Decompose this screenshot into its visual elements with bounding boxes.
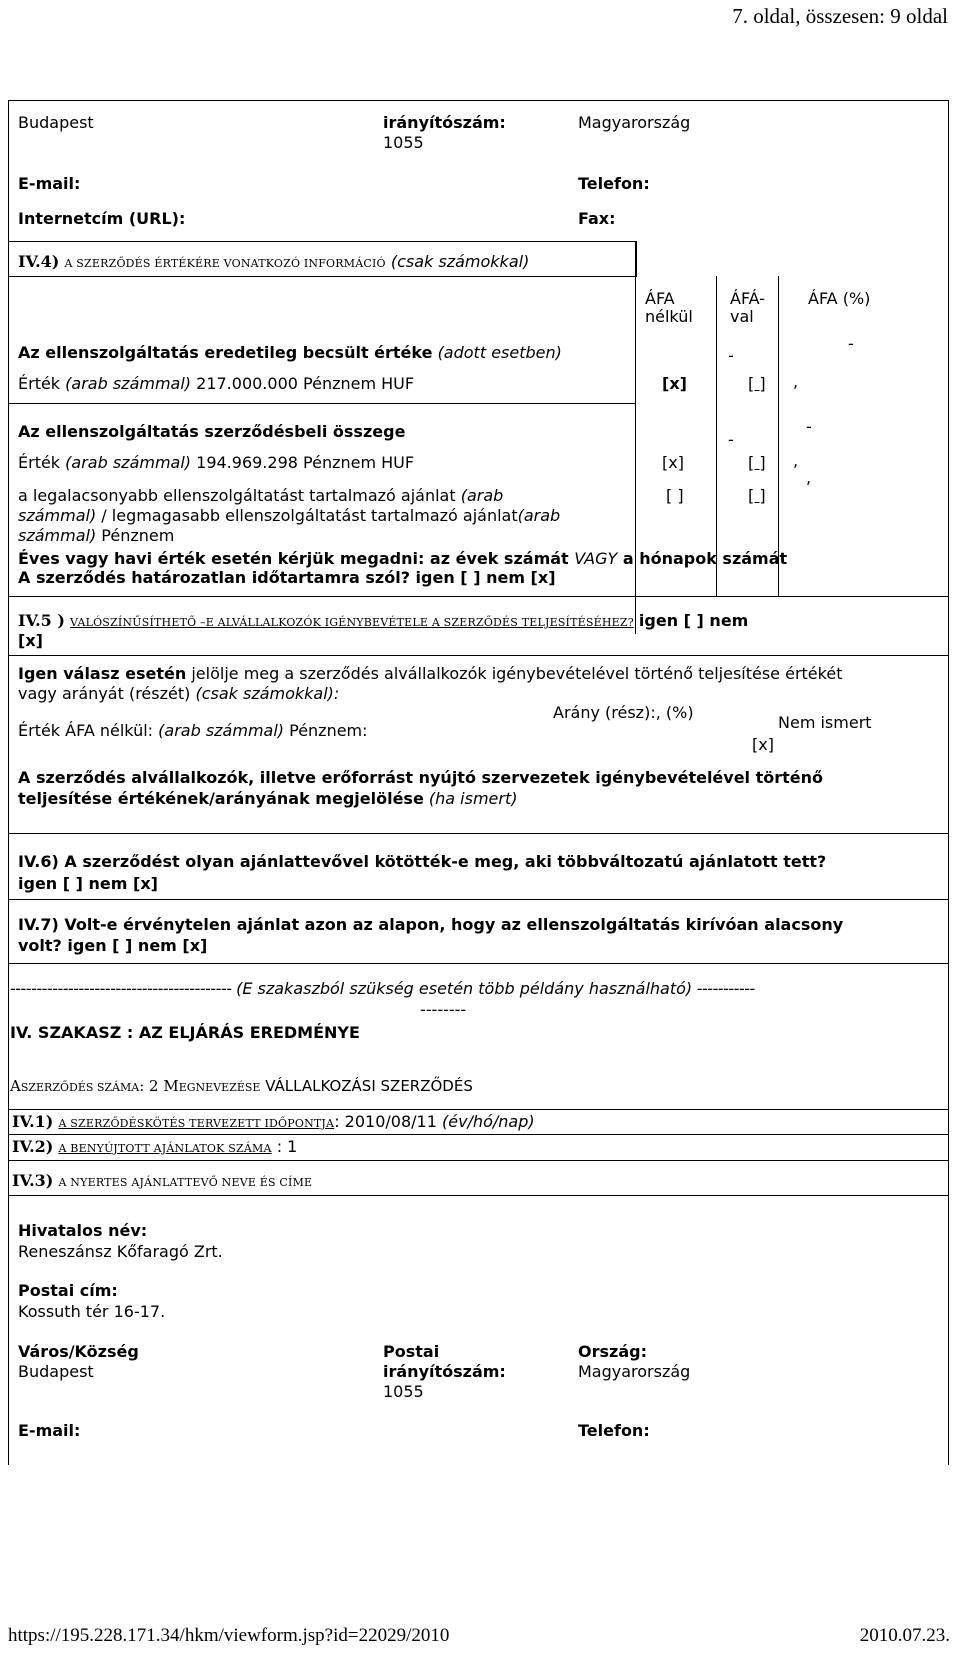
contract-value-row [18,453,414,472]
period-row [18,549,787,568]
page-info: 7. oldal, összesen: 9 oldal [732,4,948,28]
contract-name-a: M [163,1077,179,1095]
iv1-value: : 2010/08/11 [334,1112,437,1131]
s4-box-bottom [8,1160,948,1161]
contract-no-a: A [10,1077,21,1095]
iv5-bottom [8,833,948,834]
frame-top [8,100,948,101]
est-note: (adott esetben) [437,343,562,362]
contact-url-label: Internetcím (URL): [18,209,186,228]
iv1-label: A SZERZŐDÉSKÖTÉS TERVEZETT IDŐPONTJA [58,1117,335,1130]
separator-note: (E szakaszból szükség esetén több példány használható) [236,979,693,998]
footer-date: 2010.07.23. [859,1625,950,1646]
iv6-line-1: IV.6) A szerződést olyan ajánlattevővel kötötték-e meg, aki többváltozatú ajánlatott tett? [18,852,827,871]
contract-number-row [10,1077,473,1095]
est-comma: , [793,372,799,391]
winner-address: Kossuth tér 16-17. [18,1302,166,1321]
winner-zip: 1055 [383,1382,424,1401]
contract-no-b: SZERZŐDÉS SZÁMA [20,1081,140,1094]
iv5-sub-line-2 [18,789,517,808]
contract-comma: , [793,451,799,470]
iv5-yes-line-1 [18,664,842,683]
winner-address-label: Postai cím: [18,1281,118,1300]
iv5-yes-line2-text: vagy arányát (részét) [18,684,191,703]
offer-line-3-note: számmal) [18,526,97,545]
iv4-title-note: (csak számokkal) [390,252,530,271]
separator-line-2: -------- [420,1000,467,1019]
col-net-1: ÁFA [645,289,675,308]
contract-no-c: : 2 [139,1077,159,1095]
contract-name-b: EGNEVEZÉSE [178,1081,261,1094]
contract-dash-gross: - [728,430,734,449]
offer-comma: , [806,468,812,487]
iv1-num: IV.1) [12,1112,54,1131]
est-net-check: [x] [662,374,687,393]
offer-gross-check: [ ] [748,486,766,505]
contact-zip: 1055 [383,133,424,152]
col-div-3 [778,276,779,596]
est-value-prefix: Érték [18,374,61,393]
iv5-sub-line-1: A szerződés alvállalkozók, illetve erőforrást nyújtó szervezetek igénybevételével történő [18,768,824,787]
iv5-yes-bold: Igen válasz esetén [18,664,187,683]
iv4-title: A SZERZŐDÉS ÉRTÉKÉRE VONATKOZÓ INFORMÁCIÓ [64,257,386,270]
est-label-row [18,343,562,362]
contact-fax-label: Fax: [578,209,616,228]
offer-line-2-note-b: (arab [517,506,561,525]
iv5-answer-x: [x] [18,631,43,650]
period-or: VAGY [574,549,618,568]
offer-line-1-note: (arab [460,486,504,505]
contract-dash-vat: - [806,417,812,436]
iv1-note: (év/hó/nap) [441,1112,535,1131]
est-dash-gross: - [728,346,734,365]
separator-dashes-left: ------------------------------------------ [10,979,232,998]
separator-dashes-right: ----------- [696,979,755,998]
col-net-2: nélkül [645,307,693,326]
iv2-value: : 1 [276,1137,298,1156]
est-gross-check: [ ] [748,374,766,393]
frame-right [948,100,949,1465]
footer-url: https://195.228.171.34/hkm/viewform.jsp?id=22029/2010 [8,1625,450,1646]
est-value: 217.000.000 Pénznem HUF [196,374,415,393]
contract-value: 194.969.298 Pénznem HUF [196,453,415,472]
iv3-num: IV.3) [12,1171,54,1190]
iv5-sub-note: (ha ismert) [428,789,518,808]
col-vat: ÁFA (%) [808,289,871,308]
offer-line-2-text: / legmagasabb ellenszolgáltatást tartalmazó ajánlat [101,506,518,525]
contract-value-prefix: Érték [18,453,61,472]
offer-line-1-text: a legalacsonyabb ellenszolgáltatást tartalmazó ajánlat [18,486,456,505]
iv7-line-1: IV.7) Volt-e érvénytelen ajánlat azon az alapon, hogy az ellenszolgáltatás kirívóan alacsony [18,915,844,934]
offer-line-2-note-a: számmal) [18,506,97,525]
col-gross-1: ÁFÁ- [730,289,766,308]
period-text-a: Éves vagy havi érték esetén kérjük megadni: az évek számát [18,549,569,568]
s4-box-top [8,1109,948,1110]
iv5-divider [8,655,948,656]
iv5-value-note: (arab számmal) [158,721,285,740]
iv5-ratio-label: Arány (rész):, (%) [553,703,694,722]
est-value-note: (arab számmal) [65,374,192,393]
contract-gross-check: [ ] [748,453,766,472]
contract-name-c: VÁLLALKOZÁSI SZERZŐDÉS [265,1077,473,1095]
period-text-c: a hónapok számát [622,549,788,568]
iv3-row [12,1171,312,1190]
col-gross-2: val [730,307,754,326]
contract-net-check: [x] [662,453,684,472]
iv4-divider [8,403,635,404]
offer-line-2 [18,506,560,525]
iv5-value-currency: Pénznem: [289,721,368,740]
iv5-unknown-label: Nem ismert [778,713,872,732]
iv5-value-row [18,721,368,740]
section4-title: IV. SZAKASZ : AZ ELJÁRÁS EREDMÉNYE [10,1023,360,1042]
winner-name-label: Hivatalos név: [18,1221,148,1240]
offer-line-1 [18,486,503,505]
iv5-answer: igen [ ] nem [638,611,749,630]
iv4-bottom [8,596,948,597]
iv2-row [12,1137,297,1156]
iv7-bottom [8,963,948,964]
winner-name: Reneszánsz Kőfaragó Zrt. [18,1242,223,1261]
iv5-title: VALÓSZÍNŰSÍTHETŐ –E ALVÁLLALKOZÓK IGÉNYBEVÉTELE A SZERZŐDÉS TELJESÍTÉSÉHEZ? [70,616,634,629]
col-div-1 [635,241,636,634]
iv3-label: A NYERTES AJÁNLATTEVŐ NEVE ÉS CÍME [58,1176,313,1189]
winner-country-label: Ország: [578,1342,647,1361]
est-value-row [18,374,414,393]
iv6-bottom [8,899,948,900]
contact-city: Budapest [18,113,94,132]
iv5-sub-text: teljesítése értékének/arányának megjelölése [18,789,424,808]
iv7-line-2: volt? igen [ ] nem [x] [18,936,208,955]
contract-value-note: (arab számmal) [65,453,192,472]
iv5-unknown-value: [x] [752,735,774,754]
iv4-heading [18,252,529,271]
winner-zip-label-1: Postai [383,1342,440,1361]
s4-box-mid [8,1134,948,1135]
iv5-yes-line-2 [18,684,339,703]
contact-phone-label: Telefon: [578,174,650,193]
contact-email-label: E-mail: [18,174,81,193]
offer-line-3-text: Pénznem [101,526,175,545]
winner-email-label: E-mail: [18,1421,81,1440]
iv5-yes-note: (csak számokkal): [195,684,340,703]
winner-city-label: Város/Község [18,1342,139,1361]
iv4-num: IV.4) [18,252,60,271]
iv1-row [12,1112,535,1131]
separator-line-1 [10,979,755,998]
contact-zip-label: irányítószám: [383,113,506,132]
frame-left [8,100,9,1465]
winner-country: Magyarország [578,1362,691,1381]
iv6-line-2: igen [ ] nem [x] [18,874,158,893]
iv3-divider [8,1195,948,1196]
iv5-yes-rest: jelölje meg a szerződés alvállalkozók igénybevételével történő teljesítése értékét [191,664,843,683]
col-div-2 [716,276,717,596]
iv5-num: IV.5 ) [18,611,65,630]
est-dash-vat: - [848,334,854,353]
iv2-num: IV.2) [12,1137,54,1156]
iv2-label: A BENYÚJTOTT AJÁNLATOK SZÁMA [58,1142,272,1155]
contract-label: Az ellenszolgáltatás szerződésbeli összege [18,422,406,441]
offer-net-check: [ ] [666,486,684,505]
winner-zip-label-2: irányítószám: [383,1362,506,1381]
winner-city: Budapest [18,1362,94,1381]
offer-line-3 [18,526,174,545]
indefinite-period: A szerződés határozatlan időtartamra szól? igen [ ] nem [x] [18,568,556,587]
contact-country: Magyarország [578,113,691,132]
winner-phone-label: Telefon: [578,1421,650,1440]
est-label: Az ellenszolgáltatás eredetileg becsült értéke [18,343,433,362]
iv5-value-label: Érték ÁFA nélkül: [18,721,154,740]
iv5-heading [18,611,748,630]
